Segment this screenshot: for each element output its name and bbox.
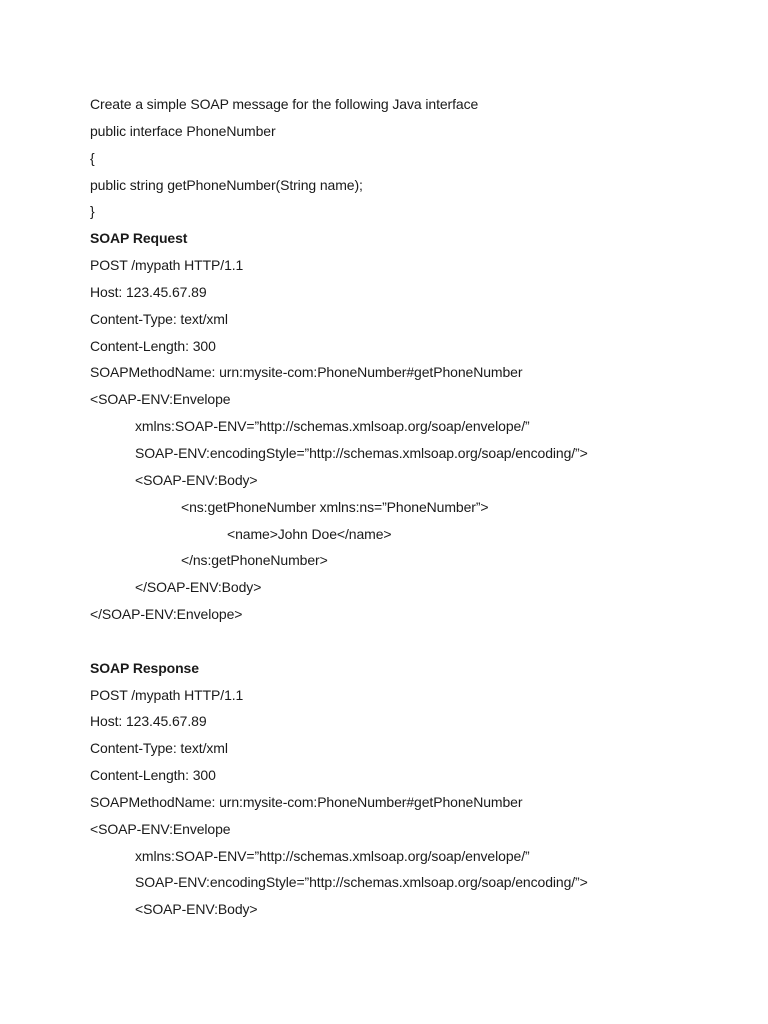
document-line: <ns:getPhoneNumber xmlns:ns=”PhoneNumber”> [181,498,489,515]
document-line: POST /mypath HTTP/1.1 [90,686,244,703]
document-line: Create a simple SOAP message for the following Java interface [90,96,479,112]
document-line: xmlns:SOAP-ENV=”http://schemas.xmlsoap.org/soap/envelope/” [135,847,530,864]
document-line: Host: 123.45.67.89 [90,283,207,300]
document-line: Content-Length: 300 [90,337,216,354]
document-line: </SOAP-ENV:Body> [135,579,262,596]
document-line: Content-Length: 300 [90,767,216,784]
document-line: Content-Type: text/xml [90,310,228,327]
document-line: </ns:getPhoneNumber> [181,552,328,569]
document-line: Content-Type: text/xml [90,740,228,757]
document-line: <SOAP-ENV:Envelope [90,820,231,837]
document-line: <name>John Doe</name> [227,525,392,542]
document-body [90,91,750,923]
document-line: public string getPhoneNumber(String name); [90,176,363,193]
document-line: <SOAP-ENV:Envelope [90,391,231,408]
document-line: <SOAP-ENV:Body> [135,901,258,918]
document-line: Host: 123.45.67.89 [90,713,207,730]
document-line: POST /mypath HTTP/1.1 [90,257,244,274]
document-line: { [90,149,95,166]
document-line: SOAPMethodName: urn:mysite-com:PhoneNumber#getPhoneNumber [90,364,523,381]
document-line: } [90,203,95,220]
section-heading: SOAP Response [90,659,199,676]
document-line [90,628,750,655]
document-line: SOAPMethodName: urn:mysite-com:PhoneNumber#getPhoneNumber [90,793,523,810]
document-line: xmlns:SOAP-ENV=”http://schemas.xmlsoap.org/soap/envelope/” [135,418,530,435]
document-line: <SOAP-ENV:Body> [135,471,258,488]
document-line: SOAP-ENV:encodingStyle=”http://schemas.xmlsoap.org/soap/encoding/”> [135,874,588,891]
document-line: </SOAP-ENV:Envelope> [90,606,243,623]
section-heading: SOAP Request [90,230,188,247]
document-line: SOAP-ENV:encodingStyle=”http://schemas.xmlsoap.org/soap/encoding/”> [135,444,588,461]
document-line: public interface PhoneNumber [90,122,276,139]
